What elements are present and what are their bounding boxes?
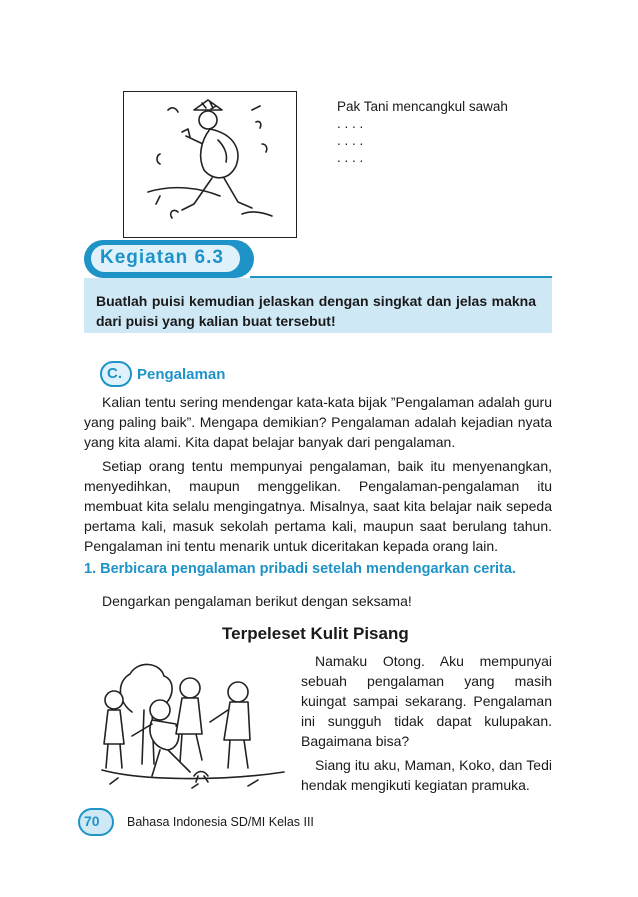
story-paragraph [301,651,552,751]
poem-line: . . . . [337,116,364,131]
book-title: Bahasa Indonesia SD/MI Kelas III [127,815,314,829]
farmer-hoeing-drawing [124,92,296,237]
children-slipping-drawing [98,652,288,794]
story-paragraph-text: Siang itu aku, Maman, Koko, dan Tedi hendak mengikuti kegiatan pramuka. [301,757,552,793]
poem-line: . . . . [337,150,364,165]
section-title: Pengalaman [137,366,226,383]
page-number: 70 [84,813,100,829]
activity-instruction: Buatlah puisi kemudian jelaskan dengan singkat dan jelas makna dari puisi yang kalian buat tersebut! [96,293,536,329]
section-letter: C. [107,365,122,382]
paragraph-text: Setiap orang tentu mempunyai pengalaman, baik itu menyenangkan, menyedihkan, maupun menggelikan. Pengalaman-pengalaman itu membuat kita selalu mengingatnya. Misalnya, saat kita belajar naik sepeda pertama kali, masuk sekolah pertama kali, maupun saat berulang tahun. Pengalaman ini tentu menarik untuk diceritakan kepada orang lain. [84,458,552,554]
paragraph-text: Kalian tentu sering mendengar kata-kata bijak ”Pengalaman adalah guru yang paling baik”. Mengapa demikian? Pengalaman adalah kejadian nyata yang kita alami. Kita dapat belajar banyak dari pengalaman. [84,394,552,450]
paragraph-experience-examples [84,456,552,556]
poem-line: . . . . [337,133,364,148]
poem-line: Pak Tani mencangkul sawah [337,99,508,114]
story-paragraph [301,755,552,795]
story-paragraph-text: Namaku Otong. Aku mempunyai sebuah pengalaman yang masih kuingat sampai sekarang. Pengalaman ini sungguh tidak dapat kulupakan. Bagaimana bisa? [301,653,552,749]
story-title: Terpeleset Kulit Pisang [222,624,409,643]
farmer-illustration [123,91,297,238]
paragraph-experience-intro [84,392,552,452]
activity-title: Kegiatan 6.3 [100,247,224,268]
listening-instruction: Dengarkan pengalaman berikut dengan seksama! [102,593,412,609]
story-text [301,651,552,799]
subsection-heading: 1. Berbicara pengalaman pribadi setelah mendengarkan cerita. [84,561,516,577]
poem-block [337,98,508,166]
